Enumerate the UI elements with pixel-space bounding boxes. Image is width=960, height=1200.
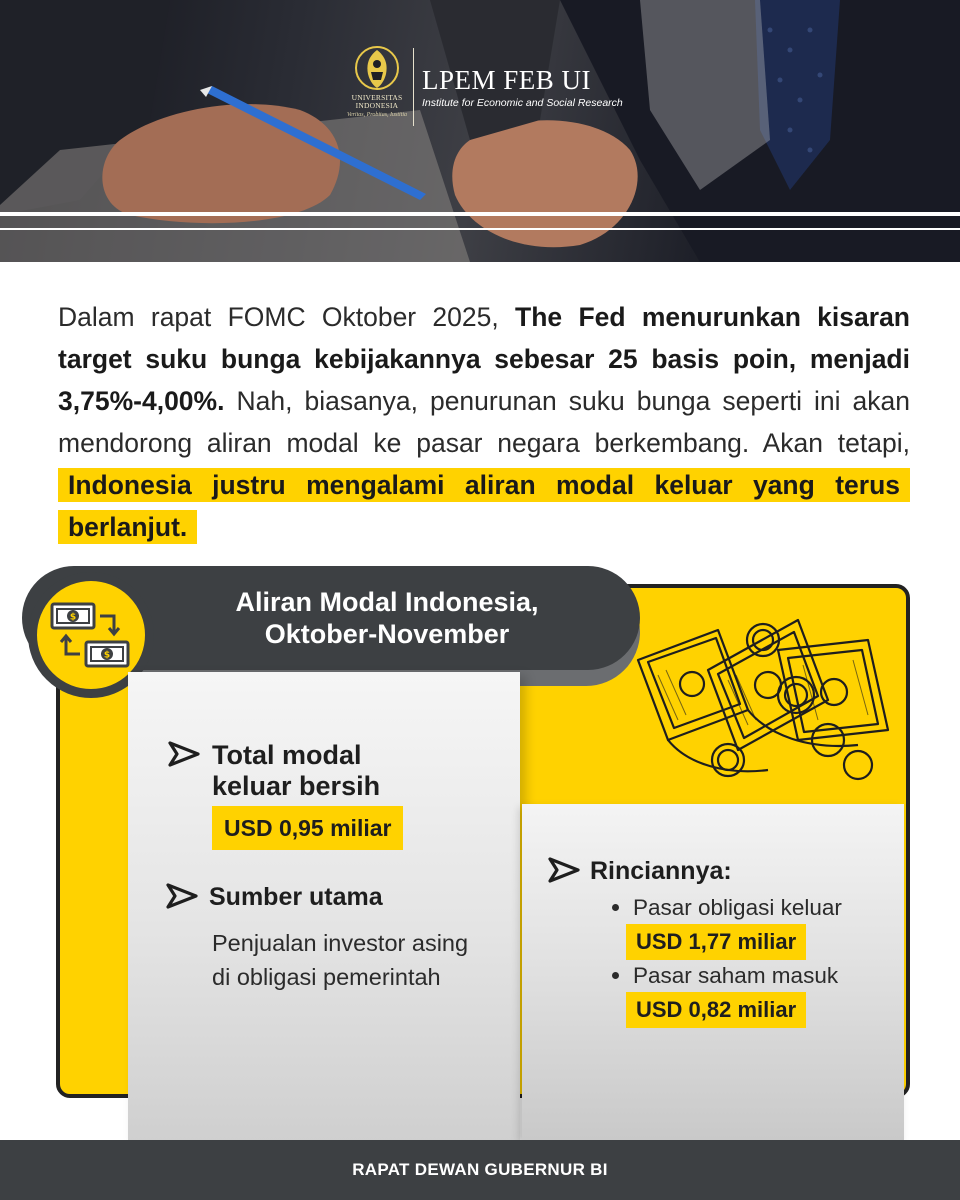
university-motto: Veritas, Probitas, Iustitia — [346, 112, 408, 118]
intro-highlight-text: Indonesia justru mengalami aliran modal keluar yang terus berlanjut. — [58, 468, 910, 544]
money-exchange-icon — [48, 600, 134, 670]
svg-text:$: $ — [103, 650, 111, 661]
main-source-text-line1: Penjualan investor asing — [212, 930, 469, 956]
panel-title — [152, 586, 622, 650]
panel-title-line1: Aliran Modal Indonesia, — [235, 587, 539, 617]
chevron-right-icon — [164, 882, 200, 910]
chevron-right-icon — [546, 856, 582, 884]
chevron-right-icon — [166, 740, 202, 768]
svg-text:$: $ — [69, 612, 77, 623]
stock-market-label: Pasar saham masuk — [633, 963, 839, 988]
main-source-text-line2: di obligasi pemerintah — [212, 964, 441, 990]
university-name-line1: UNIVERSITAS — [351, 93, 403, 102]
intro-paragraph — [58, 296, 910, 548]
details-label: Rinciannya: — [590, 857, 732, 885]
header-rule-bottom — [0, 228, 960, 230]
total-outflow-label — [212, 740, 380, 802]
lpem-logo — [345, 44, 623, 130]
org-name: LPEM FEB UI — [422, 65, 592, 95]
header-photo — [0, 0, 960, 262]
intro-text-1: Dalam rapat FOMC Oktober 2025, — [58, 302, 516, 332]
list-item — [612, 894, 842, 922]
bullet-icon — [612, 972, 619, 979]
intro-bold-text: The Fed menurunkan kisaran target suku bunga kebijakannya sebesar 25 basis poin, menjadi 3,75%-4,00%. — [58, 302, 910, 416]
stock-market-value: USD 0,82 miliar — [626, 992, 806, 1028]
list-item — [612, 962, 838, 990]
main-source-text — [212, 926, 512, 994]
total-outflow-label-line1: Total modal — [212, 740, 362, 770]
org-subtitle: Institute for Economic and Social Research — [422, 97, 623, 109]
footer-title: RAPAT DEWAN GUBERNUR BI — [0, 1140, 960, 1200]
logo-divider — [413, 48, 414, 126]
total-outflow-value: USD 0,95 miliar — [212, 806, 403, 850]
university-name-line2: INDONESIA — [355, 101, 399, 110]
logo-text — [422, 65, 623, 109]
bond-market-value: USD 1,77 miliar — [626, 924, 806, 960]
main-source-label: Sumber utama — [209, 883, 383, 911]
makara-icon — [354, 44, 400, 94]
panel-title-line2: Oktober-November — [264, 619, 510, 649]
universitas-indonesia-seal — [345, 44, 409, 130]
total-outflow-label-line2: keluar bersih — [212, 771, 381, 801]
bullet-icon — [612, 904, 619, 911]
business-meeting-photo — [0, 0, 960, 262]
header-rule-top — [0, 212, 960, 216]
money-stack-illustration — [628, 600, 898, 790]
bond-market-label: Pasar obligasi keluar — [633, 895, 842, 920]
intro-text-2: Nah, biasanya, penurunan suku bunga seperti ini akan mendorong aliran modal ke pasar negara berkembang. Akan tetapi, — [58, 386, 910, 458]
